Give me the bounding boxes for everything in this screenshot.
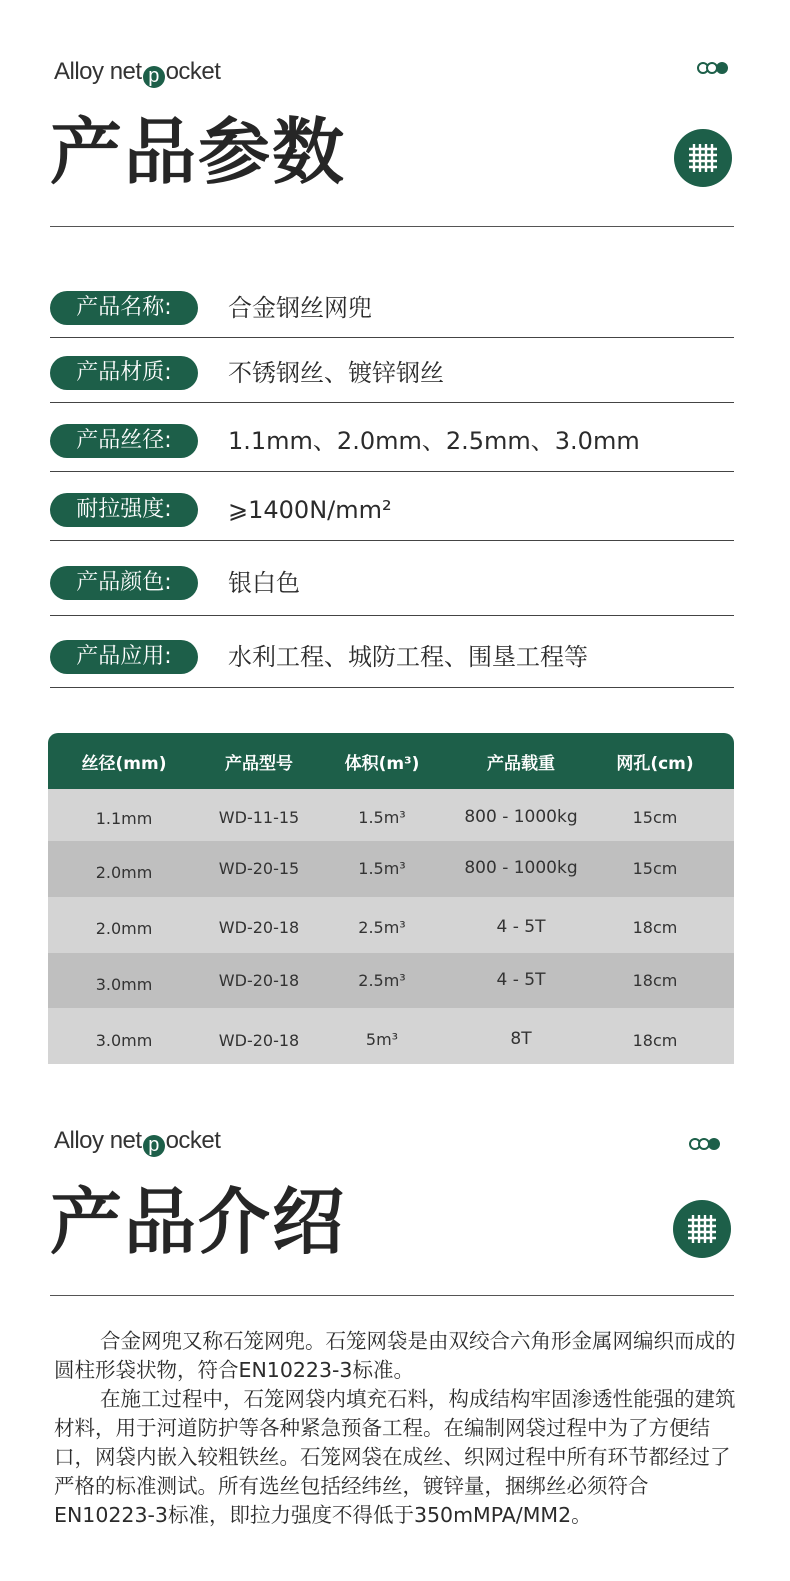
table-cell: 18cm	[632, 918, 678, 937]
table-cell: WD-20-15	[218, 859, 300, 878]
spec-label: 产品材质:	[50, 356, 198, 390]
title-divider	[50, 1295, 734, 1296]
spec-value: 银白色	[228, 569, 300, 597]
brand-text-prefix: Alloy net	[54, 58, 142, 85]
spec-value: 水利工程、城防工程、围垦工程等	[228, 643, 588, 671]
divider	[50, 471, 734, 472]
header-cell: 产品型号	[225, 754, 293, 774]
table-cell: 1.5m³	[358, 859, 406, 878]
table-row	[48, 953, 734, 1008]
divider	[50, 540, 734, 541]
divider	[50, 615, 734, 616]
spec-label: 产品名称:	[50, 291, 198, 325]
table-row	[48, 1008, 734, 1064]
intro-paragraph: 合金网兜又称石笼网兜。石笼网袋是由双绞合六角形金属网编织而成的圆柱形袋状物，符合EN10223-3标准。	[54, 1329, 736, 1382]
header-cell: 丝径(mm)	[81, 754, 167, 774]
table-cell: WD-20-18	[218, 971, 300, 990]
spec-value: 不锈钢丝、镀锌钢丝	[228, 359, 444, 387]
table-cell: WD-11-15	[218, 808, 300, 827]
table-row	[48, 897, 734, 953]
page-title: 产品参数	[50, 110, 347, 194]
brand-logo	[54, 1127, 220, 1157]
header-cell: 体积(m³)	[344, 754, 420, 774]
brand-p-logo: p	[143, 66, 165, 88]
table-cell: WD-20-18	[218, 918, 300, 937]
divider	[50, 337, 734, 338]
table-row	[48, 789, 734, 841]
grid-icon	[674, 129, 732, 187]
table-cell: 2.0mm	[95, 863, 153, 882]
table-cell: 1.5m³	[358, 808, 406, 827]
spec-label: 耐拉强度:	[50, 493, 198, 527]
table-cell: 2.5m³	[358, 971, 406, 990]
table-cell: 18cm	[632, 971, 678, 990]
table-row	[48, 841, 734, 897]
table-cell: 3.0mm	[95, 975, 153, 994]
section-title: 产品介绍	[50, 1180, 347, 1264]
table-cell: 15cm	[632, 808, 678, 827]
intro-text	[54, 1327, 744, 1530]
table-cell: 1.1mm	[95, 809, 153, 828]
table-header	[48, 733, 734, 789]
table-cell: 4 - 5T	[496, 970, 546, 990]
table-cell: 2.0mm	[95, 919, 153, 938]
divider	[50, 402, 734, 403]
decor-dots-icon	[697, 62, 733, 76]
table-cell: 4 - 5T	[496, 917, 546, 937]
brand-p-logo: p	[143, 1135, 165, 1157]
table-cell: 8T	[510, 1029, 532, 1049]
brand-text-suffix: ocket	[165, 58, 221, 85]
title-divider	[50, 226, 734, 227]
table-cell: 3.0mm	[95, 1031, 153, 1050]
grid-icon	[673, 1200, 731, 1258]
brand-text-suffix: ocket	[165, 1127, 221, 1154]
table-cell: 5m³	[365, 1030, 399, 1049]
decor-dots-icon	[689, 1138, 725, 1152]
header-cell: 网孔(cm)	[616, 754, 694, 774]
table-cell: 800 - 1000kg	[464, 858, 578, 878]
brand-text-prefix: Alloy net	[54, 1127, 142, 1154]
table-cell: 15cm	[632, 859, 678, 878]
spec-value: 合金钢丝网兜	[228, 294, 372, 322]
spec-value: 1.1mm、2.0mm、2.5mm、3.0mm	[228, 427, 640, 455]
table-cell: WD-20-18	[218, 1031, 300, 1050]
spec-value: ⩾1400N/mm²	[228, 496, 392, 524]
spec-label: 产品应用:	[50, 640, 198, 674]
spec-label: 产品丝径:	[50, 424, 198, 458]
divider	[50, 687, 734, 688]
spec-label: 产品颜色:	[50, 566, 198, 600]
table-cell: 800 - 1000kg	[464, 807, 578, 827]
table-cell: 2.5m³	[358, 918, 406, 937]
brand-logo	[54, 58, 220, 88]
intro-paragraph: 在施工过程中，石笼网袋内填充石料，构成结构牢固渗透性能强的建筑材料，用于河道防护等各种紧急预备工程。在编制网袋过程中为了方便结口，网袋内嵌入较粗铁丝。石笼网袋在成丝、织网过程中所有环节都经过了严格的标准测试。所有选丝包括经纬丝，镀锌量，捆绑丝必须符合EN10223-3标准，即拉力强度不得低于350mMPA/MM2。	[54, 1387, 736, 1527]
table-cell: 18cm	[632, 1031, 678, 1050]
header-cell: 产品载重	[487, 754, 555, 774]
